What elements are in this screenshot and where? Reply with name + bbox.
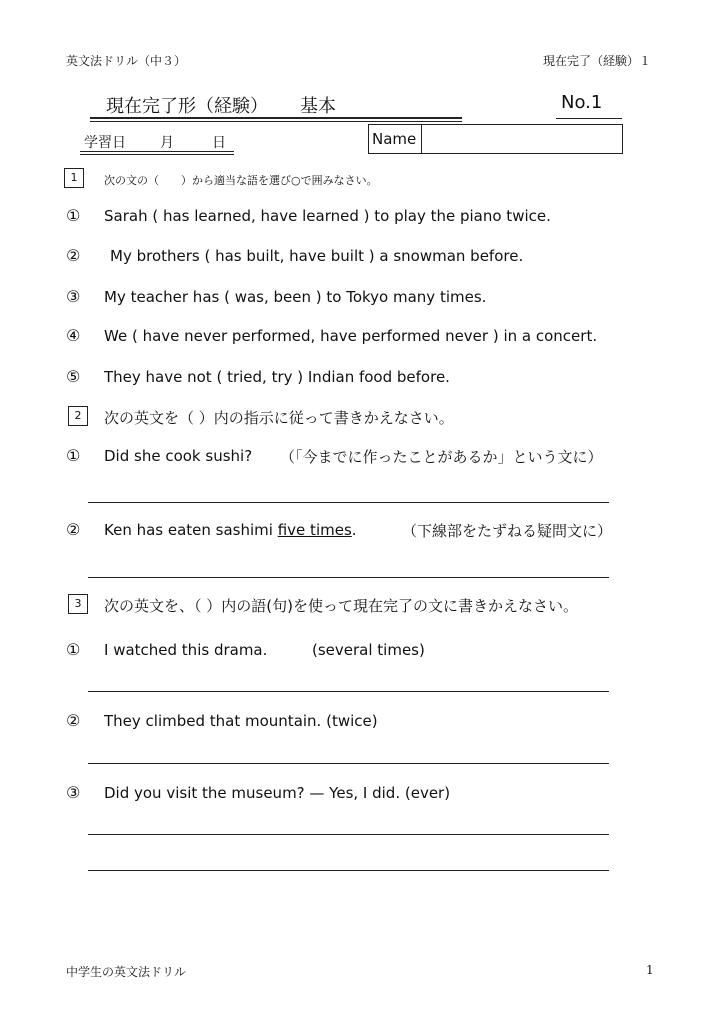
s3-q1-hint: (several times)	[312, 641, 425, 659]
footer-left: 中学生の英文法ドリル	[66, 965, 187, 979]
section3-number: 3	[68, 594, 88, 614]
number-underline	[556, 118, 622, 119]
s3-q3-answer-line-1[interactable]	[88, 834, 609, 835]
s3-q1-mark: ①	[66, 640, 81, 659]
s1-q3-mark: ③	[66, 287, 81, 306]
s1-q2-text: My brothers ( has built, have built ) a snowman before.	[110, 247, 524, 265]
s2-q2-underlined: five times	[277, 521, 352, 539]
s3-q2-mark: ②	[66, 711, 81, 730]
footer-page-number: 1	[646, 963, 654, 977]
s1-q5-text: They have not ( tried, try ) Indian food before.	[104, 368, 450, 386]
study-day-label: 学習日	[84, 135, 126, 151]
section3-instruction: 次の英文を、（ ）内の語(句)を使って現在完了の文に書きかえなさい。	[104, 597, 578, 615]
title-underline	[90, 117, 462, 119]
s3-q1-text: I watched this drama.	[104, 641, 268, 659]
s1-q1-text: Sarah ( has learned, have learned ) to play the piano twice.	[104, 207, 551, 225]
page-title: 現在完了形（経験）	[106, 96, 268, 117]
s1-q4-text: We ( have never performed, have performed never ) in a concert.	[104, 327, 598, 345]
s2-q2-mark: ②	[66, 520, 81, 539]
s1-q1-mark: ①	[66, 206, 81, 225]
s1-q3-text: My teacher has ( was, been ) to Tokyo many times.	[104, 288, 487, 306]
s2-q1-mark: ①	[66, 446, 81, 465]
s1-q5-mark: ⑤	[66, 367, 81, 386]
s2-q2-text-before: Ken has eaten sashimi	[104, 521, 278, 539]
s3-q3-text: Did you visit the museum? — Yes, I did. (ever)	[104, 784, 451, 802]
section2-number: 2	[68, 406, 88, 426]
s3-q2-answer-line[interactable]	[88, 763, 609, 764]
s3-q1-answer-line[interactable]	[88, 691, 609, 692]
study-day-underline-2	[80, 154, 234, 155]
s2-q2-note: （下線部をたずねる疑問文に）	[402, 522, 613, 540]
title-number: No.1	[561, 92, 603, 113]
name-field[interactable]	[421, 124, 623, 154]
s1-q2-mark: ②	[66, 246, 81, 265]
section1-number: 1	[64, 168, 84, 188]
section1-instruction: 次の文の（ ）から適当な語を選び○で囲みなさい。	[104, 174, 378, 187]
header-left: 英文法ドリル（中３）	[66, 54, 187, 68]
s3-q3-answer-line-2[interactable]	[88, 870, 609, 871]
s3-q3-mark: ③	[66, 783, 81, 802]
s1-q4-mark: ④	[66, 326, 81, 345]
title-underline-thin	[90, 121, 462, 122]
title-level: 基本	[300, 96, 336, 117]
s2-q2-text-after: .	[351, 521, 357, 539]
study-day-underline	[80, 151, 234, 152]
s2-q1-text: Did she cook sushi?	[104, 447, 253, 465]
s2-q2-text	[104, 521, 357, 539]
header-right: 現在完了（経験）１	[543, 54, 652, 68]
month-label: 月	[160, 135, 174, 151]
s3-q2-text: They climbed that mountain. (twice)	[104, 712, 378, 730]
s2-q1-note: （「今までに作ったことがあるか」という文に）	[280, 448, 603, 466]
s2-q1-answer-line[interactable]	[88, 502, 609, 503]
name-label: Name	[372, 130, 417, 148]
s2-q2-answer-line[interactable]	[88, 577, 609, 578]
day-label: 日	[212, 135, 226, 151]
section2-instruction: 次の英文を（ ）内の指示に従って書きかえなさい。	[104, 409, 454, 427]
